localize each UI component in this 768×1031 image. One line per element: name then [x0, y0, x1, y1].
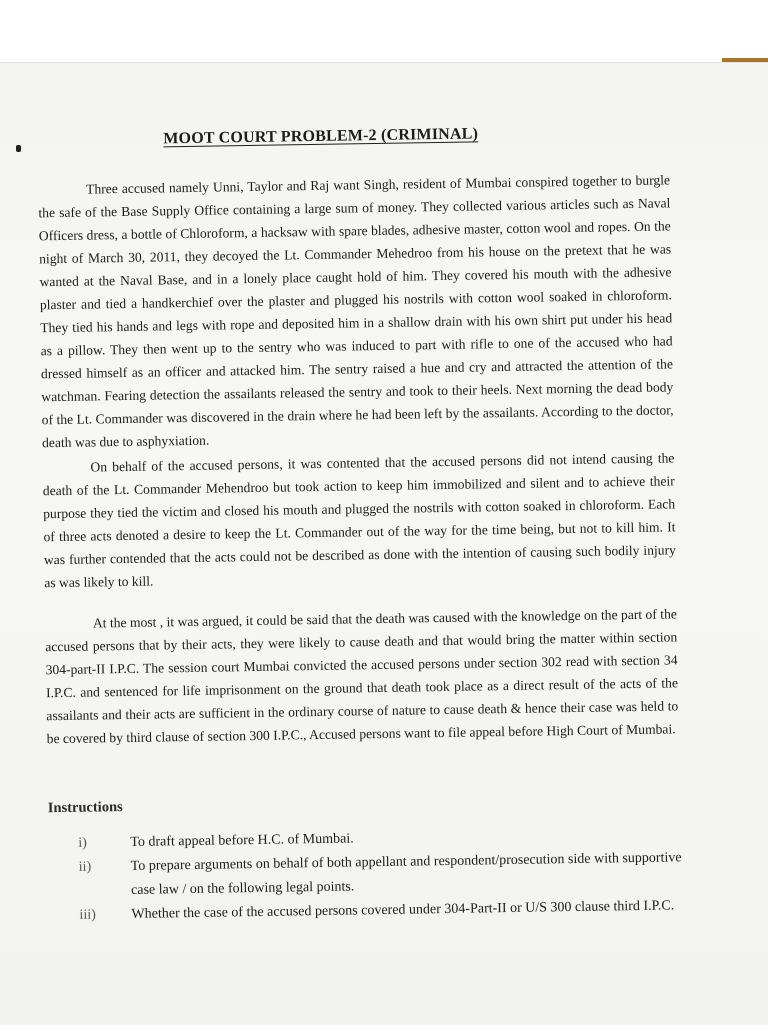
- background-top: [0, 0, 768, 62]
- instructions-heading: Instructions: [47, 799, 123, 817]
- instruction-number: iii): [79, 907, 96, 923]
- instruction-text: Whether the case of the accused persons covered under 304-Part-II or U/S 300 clause third I.P.C.: [131, 898, 675, 922]
- paragraph-defence-contention: On behalf of the accused persons, it was contented that the accused persons did not intend causing the death of the Lt. Commander Mehendroo but took action to keep him immobilized and silent and to achieve their purpose they tied the victim and closed his mouth and plugged the nostrils with cotton soaked in chloroform. Each of three acts denoted a desire to keep the Lt. Commander out of the way for the time being, but not to kill him. It was further contended that the acts could not be described as done with the intention of causing such bodily injury as was likely to kill.: [42, 449, 676, 590]
- paragraph-argument-and-conviction: At the most , it was argued, it could be said that the death was caused with the knowledge on the part of the accused persons that by their acts, they were likely to cause death and that would bring the matter within section 304-part-II I.P.C. The session court Mumbai convicted the accused persons under section 302 read with section 34 I.P.C. and sentenced for life imprisonment on the ground that death took place as a direct result of the acts of the assailants and their acts are sufficient in the ordinary course of nature to cause death & hence their case was held to be covered by third clause of section 300 I.P.C., Accused persons want to file appeal before High Court of Mumbai.: [45, 605, 679, 746]
- document-content: [0, 57, 768, 1031]
- instruction-text: To prepare arguments on behalf of both appellant and respondent/prosecution side with supportive case law / on the following legal points.: [130, 850, 682, 898]
- instruction-text: To draft appeal before H.C. of Mumbai.: [130, 831, 354, 850]
- document-title: MOOT COURT PROBLEM-2 (CRIMINAL): [163, 125, 479, 148]
- document-page: [0, 62, 768, 1025]
- instruction-number: i): [78, 835, 88, 851]
- instruction-number: ii): [78, 859, 92, 875]
- paragraph-facts: Three accused namely Unni, Taylor and Raj want Singh, resident of Mumbai conspired together to burgle the safe of the Base Supply Office containing a large sum of money. They collected various articles such as Naval Officers dress, a bottle of Chloroform, a hacksaw with spare blades, adhesive master, cotton wool and ropes. On the night of March 30, 2011, they decoyed the Lt. Commander Mehedroo from his house on the pretext that he was wanted at the Naval Base, and in a lonely place caught hold of him. They covered his mouth with the adhesive plaster and tied a handkerchief over the plaster and plugged his nostrils with cotton wool soaked in chloroform. They tied his hands and legs with rope and deposited him in a shallow drain with his own shirt put under his head as a pillow. They then went up to the sentry who was induced to part with rifle to one of the accused who had dressed himself as an officer and attacked him. The sentry raised a hue and cry and attracted the attention of the watchman. Fearing detection the assailants released the sentry and took to their heels. Next morning the dead body of the Lt. Commander was discovered in the drain where he had been left by the assailants. According to the doctor, death was due to asphyxiation.: [38, 171, 674, 450]
